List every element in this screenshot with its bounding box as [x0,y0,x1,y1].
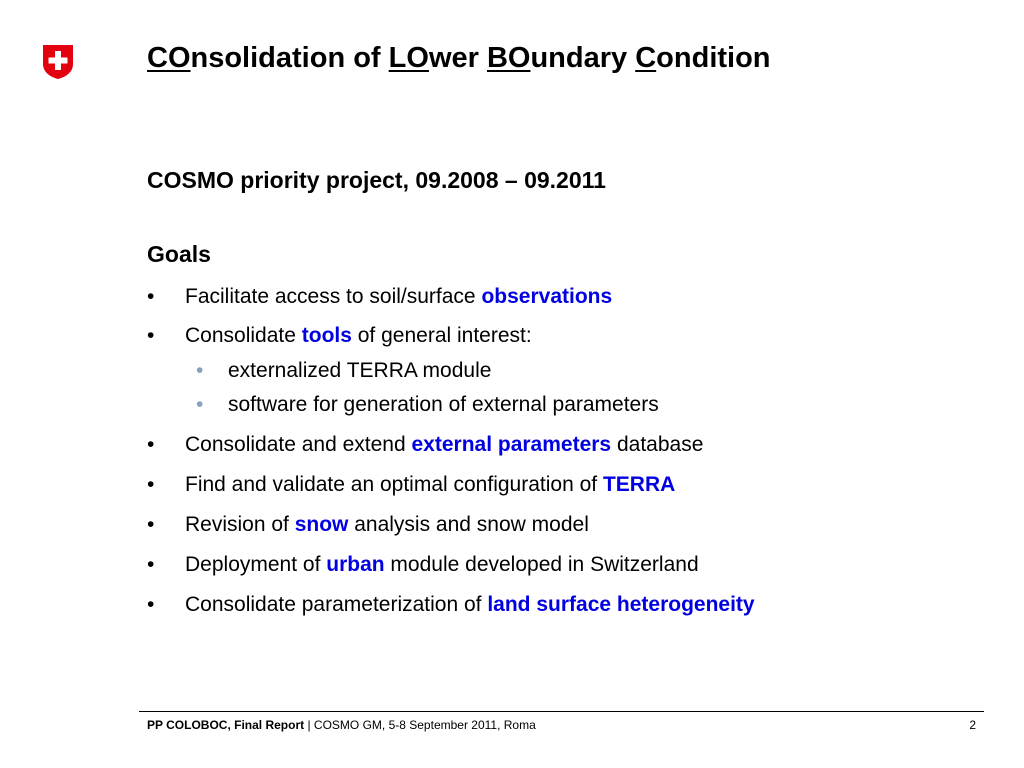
bullet-text-after: of general interest: [351,324,532,347]
title-part-4-underlined: C [635,42,657,74]
project-subtitle: COSMO priority project, 09.2008 – 09.2011 [147,167,606,193]
footer-meeting-info: | COSMO GM, 5-8 September 2011, Roma [304,718,536,732]
bullet-highlight: TERRA [602,473,676,496]
bullet-text: Consolidate parameterization of [185,593,488,616]
title-part-1-rest: nsolidation of [190,42,389,74]
page-title [147,38,771,78]
bullet-text: Facilitate access to soil/surface [185,285,482,308]
bullet-text: Revision of [185,513,295,536]
bullet-highlight: urban [326,553,385,576]
bullet-marker: • [147,553,155,576]
bullet-text: Consolidate [185,324,302,347]
bullet-marker: • [147,285,155,308]
bullet-text-after: database [611,433,704,456]
bullet-marker: • [147,593,155,616]
bullet-text: Find and validate an optimal configuration of [185,473,603,496]
goals-heading: Goals [147,241,211,267]
bullet-highlight: external parameters [411,433,612,456]
title-part-2-underlined: LO [388,42,429,74]
bullet-text: Deployment of [185,553,327,576]
title-part-4-rest: ondition [656,42,771,74]
bullet-marker: • [147,433,155,456]
bullet-marker: • [147,513,155,536]
bullet-text: externalized TERRA module [228,359,492,382]
bullet-highlight: snow [294,513,349,536]
bullet-text-after: module developed in Switzerland [384,553,699,576]
swiss-shield-icon [42,44,74,80]
footer-report-title: PP COLOBOC, Final Report [147,718,305,732]
bullet-highlight: observations [481,285,613,308]
sub-bullet-marker: • [196,393,204,416]
title-part-2-rest: wer [428,42,487,74]
bullet-text: software for generation of external parameters [228,393,659,416]
sub-bullet-marker: • [196,359,204,382]
bullet-marker: • [147,324,155,347]
footer-text [147,717,536,733]
bullet-marker: • [147,473,155,496]
title-part-1-underlined: CO [147,42,191,74]
title-part-3-rest: undary [530,42,636,74]
bullet-highlight: land surface heterogeneity [487,593,755,616]
footer-divider [139,711,984,712]
bullet-highlight: tools [301,324,352,347]
title-part-3-underlined: BO [486,42,531,74]
bullet-text-after: analysis and snow model [348,513,589,536]
page-number: 2 [969,718,976,732]
bullet-text: Consolidate and extend [185,433,412,456]
